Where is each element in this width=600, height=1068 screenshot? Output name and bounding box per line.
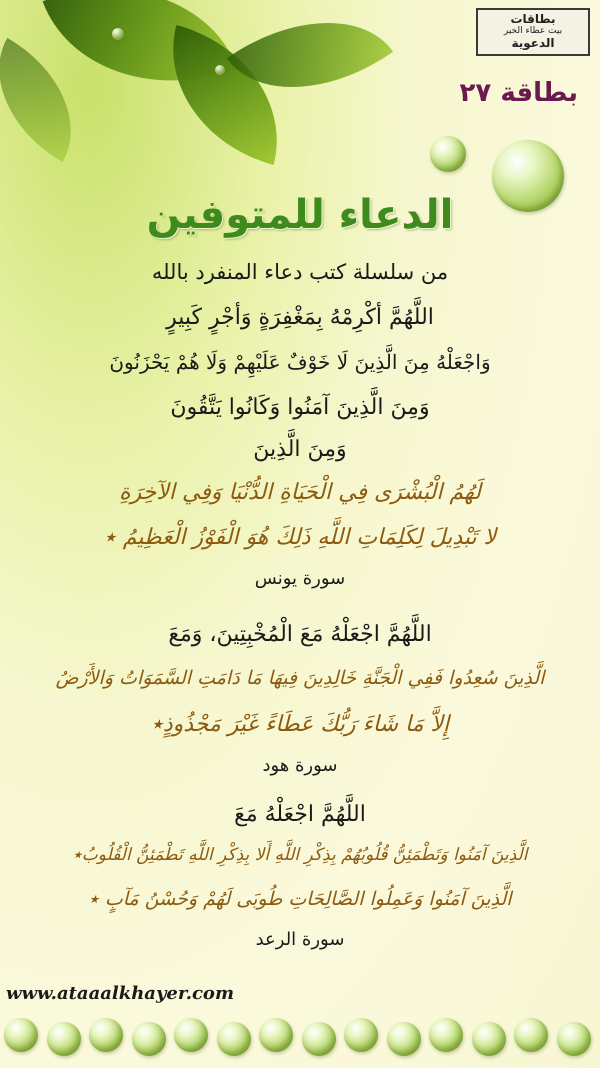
prayer-line: وَمِنَ الَّذِينَ آمَنُوا وَكَانُوا يَتَّقُونَ [170,395,430,420]
logo-text: بيت عطاء الخير [503,26,563,36]
prayer-line: اللَّهُمَّ أكْرِمْهُ بِمَغْفِرَةٍ وَأجْرٍ كَبِيرٍ [166,305,434,330]
surah-name: سورة هود [262,755,338,776]
prayer-line: اللَّهُمَّ اجْعَلْهُ مَعَ الْمُخْبِتِينَ، وَمَعَ [168,622,432,647]
water-drop-icon [4,1018,38,1052]
water-drop-icon [47,1022,81,1056]
quran-verse: الَّذِينَ آمَنُوا وَتَطْمَئِنُّ قُلُوبُهُمْ بِذِكْرِ اللَّهِ أَلا بِذِكْرِ اللَّهِ تَطْمَئِنُّ الْقُلُوبُ٭ [72,845,528,865]
prayer-line: وَاجْعَلْهُ مِنَ الَّذِينَ لَا خَوْفٌ عَلَيْهِمْ وَلَا هُمْ يَحْزَنُونَ [109,350,491,374]
water-drop-icon [514,1018,548,1052]
prayer-line: اللَّهُمَّ اجْعَلْهُ مَعَ [234,802,366,827]
logo-text: الدعوية [511,36,555,50]
card-number: بطاقة ٢٧ [459,78,578,108]
water-drop-icon [472,1022,506,1056]
quran-verse: الَّذِينَ آمَنُوا وَعَمِلُوا الصَّالِحَاتِ طُوبَى لَهُمْ وَحُسْنُ مَآبٍ ٭ [88,888,512,910]
page-title: الدعاء للمتوفين [146,192,454,238]
water-drop-icon [132,1022,166,1056]
water-drop-icon [430,136,466,172]
surah-name: سورة يونس [254,568,346,589]
water-drop-icon [215,65,225,75]
quran-verse: الَّذِينَ سُعِدُوا فَفِي الْجَنَّةِ خَالِدِينَ فِيهَا مَا دَامَتِ السَّمَوَاتُ وَالأَرْضُ [55,667,545,689]
water-drop-icon [259,1018,293,1052]
prayer-line: وَمِنَ الَّذِينَ [253,437,347,462]
water-drop-icon [89,1018,123,1052]
water-drop-icon [302,1022,336,1056]
water-drop-icon [429,1018,463,1052]
logo-text: بطاقات [510,12,556,26]
logo [476,8,590,56]
quran-verse: إِلاَّ مَا شَاءَ رَبُّكَ عَطَاءً غَيْرَ مَجْذُوذٍ٭ [150,712,450,737]
water-drop-icon [344,1018,378,1052]
water-drop-icon [174,1018,208,1052]
water-drop-icon [112,28,124,40]
subtitle: من سلسلة كتب دعاء المنفرد بالله [151,260,449,284]
website-link[interactable]: www.ataaalkhayer.com [6,983,234,1004]
quran-verse: لَهُمُ الْبُشْرَى فِي الْحَيَاةِ الدُّنْيَا وَفِي الآخِرَةِ [119,480,481,505]
surah-name: سورة الرعد [255,929,345,950]
water-drop-icon [217,1022,251,1056]
water-drop-icon [387,1022,421,1056]
quran-verse: لا تَبْدِيلَ لِكَلِمَاتِ اللَّهِ ذَلِكَ هُوَ الْفَوْزُ الْعَظِيمُ ٭ [103,525,497,550]
water-drop-icon [557,1022,591,1056]
